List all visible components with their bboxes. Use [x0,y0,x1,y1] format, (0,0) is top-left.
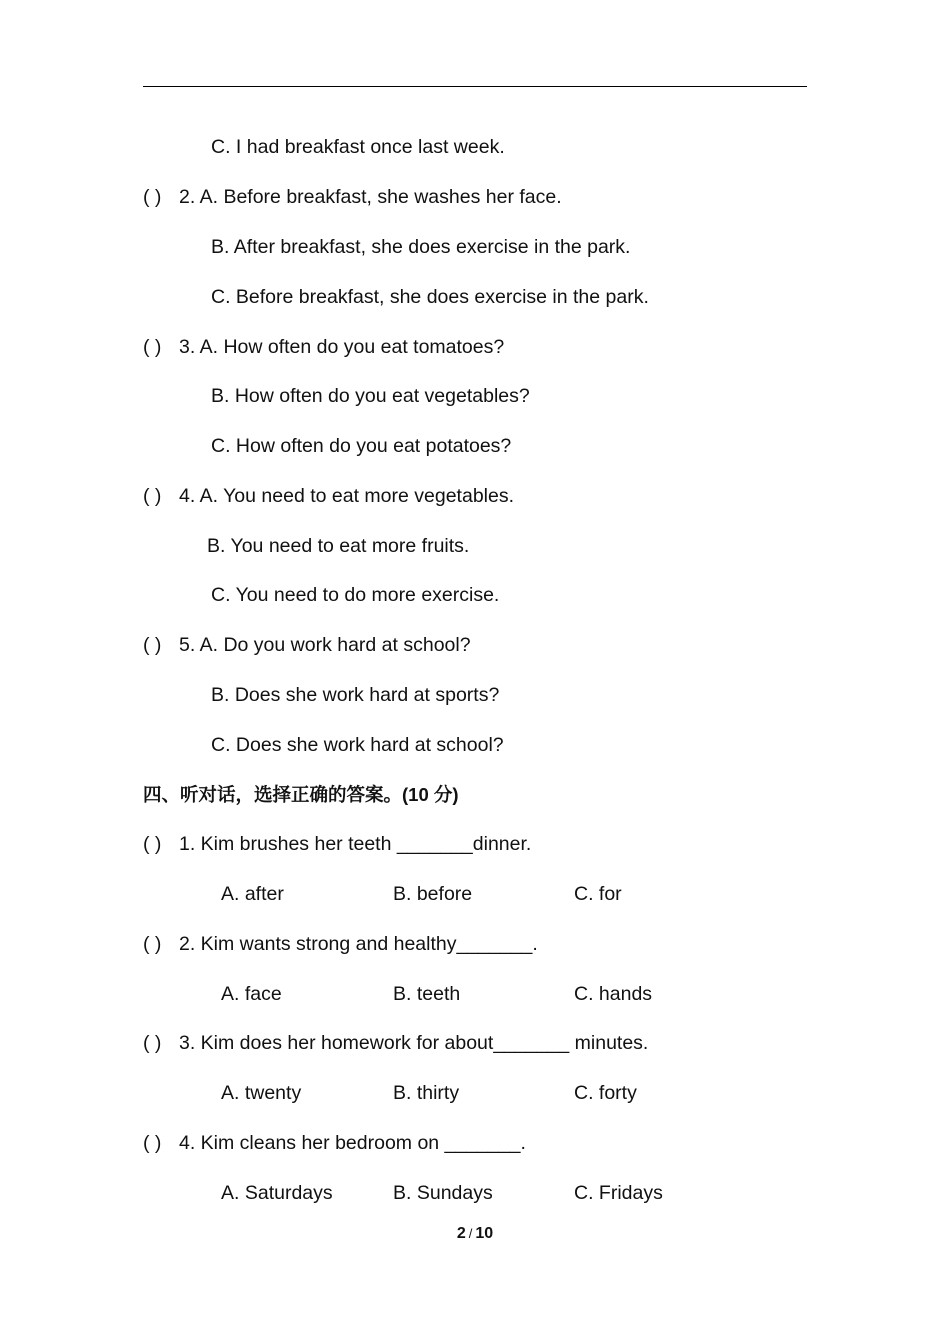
p4-q2-text: 2. Kim wants strong and healthy_______. [179,933,538,955]
p4-q2-option-a: A. face [221,983,282,1005]
p4-q1-option-b: B. before [393,883,473,905]
page-number [0,1225,950,1243]
p4-q1-option-c: C. for [574,883,622,905]
q4-option-c: C. You need to do more exercise. [211,584,500,606]
q3-line [143,335,504,359]
page-current: 2 [456,1225,466,1242]
q4-option-a: 4. A. You need to eat more vegetables. [179,485,515,507]
p4-q4-option-c: C. Fridays [574,1182,663,1204]
p4-q1-text: 1. Kim brushes her teeth _______dinner. [179,833,532,855]
q2-line [143,185,562,209]
q5-option-c: C. Does she work hard at school? [211,734,504,756]
page-total: 10 [475,1225,494,1242]
q3-option-b: B. How often do you eat vegetables? [211,385,530,407]
p4-q4-option-b: B. Sundays [393,1182,493,1204]
q1-option-c: C. I had breakfast once last week. [211,136,505,158]
p4-q3-option-c: C. forty [574,1082,637,1104]
section-heading: 四、听对话，选择正确的答案。(10 分) [143,784,459,805]
p4-q1-line [143,832,531,856]
p4-q3-option-a: A. twenty [221,1082,302,1104]
answer-blank[interactable]: ( ) [143,485,162,507]
p4-q4-option-a: A. Saturdays [221,1182,333,1204]
answer-blank[interactable]: ( ) [143,1132,162,1154]
answer-blank[interactable]: ( ) [143,1032,162,1054]
p4-q4-text: 4. Kim cleans her bedroom on _______. [179,1132,526,1154]
p4-q4-line [143,1131,526,1155]
q2-option-b: B. After breakfast, she does exercise in the park. [211,236,631,258]
q2-option-a: 2. A. Before breakfast, she washes her face. [179,186,562,208]
answer-blank[interactable]: ( ) [143,833,162,855]
answer-blank[interactable]: ( ) [143,634,162,656]
header-rule [143,86,807,87]
p4-q2-line [143,932,538,956]
q3-option-a: 3. A. How often do you eat tomatoes? [179,336,505,358]
p4-q2-option-b: B. teeth [393,983,461,1005]
p4-q1-option-a: A. after [221,883,284,905]
q5-option-b: B. Does she work hard at sports? [211,684,500,706]
answer-blank[interactable]: ( ) [143,186,162,208]
answer-blank[interactable]: ( ) [143,336,162,358]
p4-q3-option-b: B. thirty [393,1082,460,1104]
q2-option-c: C. Before breakfast, she does exercise in the park. [211,286,649,308]
q4-option-b: B. You need to eat more fruits. [207,535,470,557]
q5-line [143,633,471,657]
q4-line [143,484,514,508]
p4-q3-text: 3. Kim does her homework for about_______ minutes. [179,1032,649,1054]
p4-q2-option-c: C. hands [574,983,653,1005]
answer-blank[interactable]: ( ) [143,933,162,955]
page-separator: / [468,1226,473,1241]
q3-option-c: C. How often do you eat potatoes? [211,435,512,457]
q5-option-a: 5. A. Do you work hard at school? [179,634,471,656]
p4-q3-line [143,1031,648,1055]
